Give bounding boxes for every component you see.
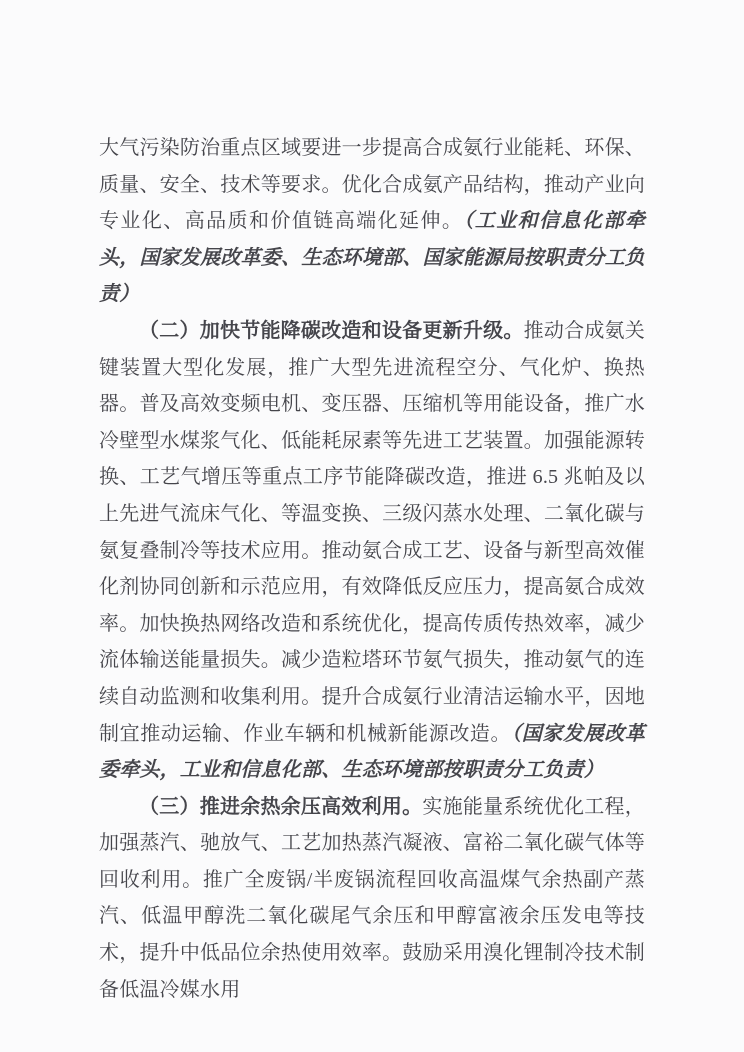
responsibility-attribution: （工业和信息化部牵头，国家发展改革委、生态环境部、国家能源局按职责分工负责） — [99, 210, 645, 306]
section-heading: （三）推进余热余压高效利用。 — [139, 795, 423, 818]
body-text: 实施能量系统优化工程，加强蒸汽、驰放气、工艺加热蒸汽凝液、富裕二氧化碳气体等回收利用。推广全废锅/半废锅流程回收高温煤气余热副产蒸汽、低温甲醇洗二氧化碳尾气余压和甲醇富液余压发电等技术，提升中低品位余热使用效率。鼓励采用溴化锂制冷技术制备低温冷媒水用 — [99, 795, 645, 1001]
document-body — [99, 130, 645, 1008]
body-text: 推动合成氨关键装置大型化发展，推广大型先进流程空分、气化炉、换热器。普及高效变频电机、变压器、压缩机等用能设备，推广水冷壁型水煤浆气化、低能耗尿素等先进工艺装置。加强能源转换、工艺气增压等重点工序节能降碳改造，推进 6.5 兆帕及以上先进气流床气化、等温变换、三级闪蒸水处理、二氧化碳与氨复叠制冷等技术应用。推动氨合成工艺、设备与新型高效催化剂协同创新和示范应用，有效降低反应压力，提高氨合成效率。加快换热网络改造和系统优化，提高传质传热效率，减少流体输送能量损失。减少造粒塔环节氨气损失，推动氨气的连续自动监测和收集利用。提升合成氨行业清洁运输水平，因地制宜推动运输、作业车辆和机械新能源改造。 — [99, 319, 645, 745]
paragraph — [99, 789, 645, 1009]
paragraph — [99, 313, 645, 789]
paragraph — [99, 130, 645, 313]
responsibility-attribution: （国家发展改革委牵头，工业和信息化部、生态环境部按职责分工负责） — [99, 722, 646, 782]
body-text: 大气污染防治重点区域要进一步提高合成氨行业能耗、环保、质量、安全、技术等要求。优化合成氨产品结构，推动产业向专业化、高品质和价值链高端化延伸。 — [99, 137, 645, 233]
section-heading: （二）加快节能降碳改造和设备更新升级。 — [139, 319, 524, 342]
